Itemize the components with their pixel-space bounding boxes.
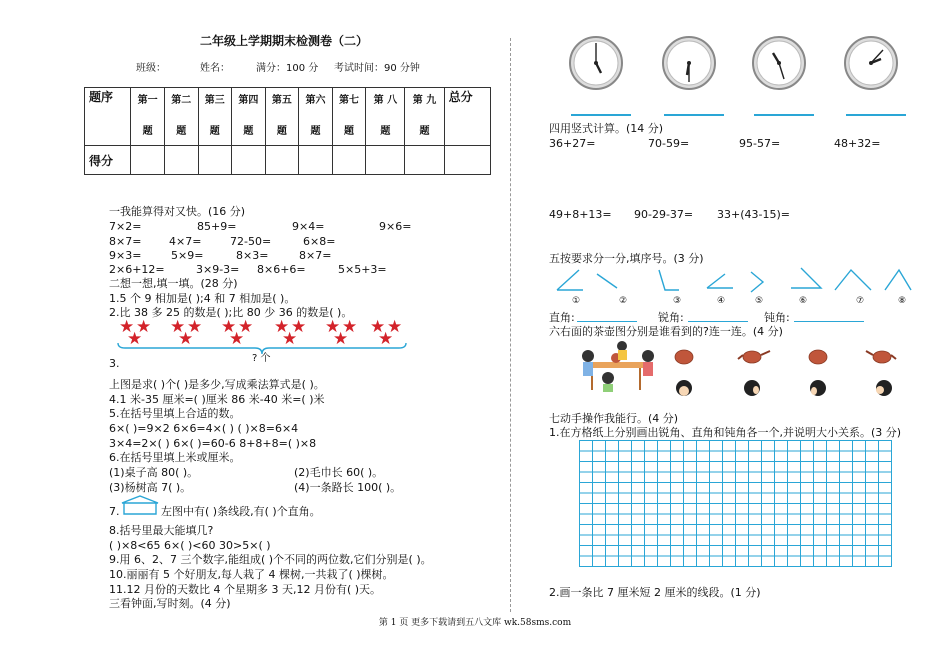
- clock-answer-line[interactable]: [664, 114, 724, 116]
- class-label: 班级：: [136, 63, 166, 74]
- col-bottom: 题: [276, 126, 287, 137]
- clock-icon: [843, 35, 899, 91]
- score-cell[interactable]: [332, 146, 366, 175]
- col-top: 第四: [238, 95, 259, 106]
- calc-item: 3×9-3=: [196, 263, 240, 276]
- question-5-line2: 3×4=2×( ) 6×( )=60-6 8+8+8=( )×8: [109, 437, 317, 450]
- score-cell[interactable]: [164, 146, 198, 175]
- star-icon: ★: [238, 317, 254, 337]
- calc-item: 9×6=: [379, 220, 412, 233]
- col-bottom: 题: [209, 126, 220, 137]
- angle-number: ⑧: [898, 296, 907, 306]
- star-icon: ★: [187, 317, 203, 337]
- question-8-line: ( )×8<65 6×( )<60 30>5×( ): [109, 539, 271, 552]
- col-top: 第七: [339, 95, 360, 106]
- question-8: 8.括号里最大能填几?: [109, 524, 214, 537]
- star-icon: ★: [387, 317, 403, 337]
- col-bottom: 题: [243, 126, 254, 137]
- score-cell[interactable]: [131, 146, 165, 175]
- page-footer: 第 1 页 更多下载请到五八文库 wk.58sms.com: [378, 618, 572, 628]
- angle-number: ①: [572, 296, 581, 306]
- star-icon: ★: [221, 317, 237, 337]
- obtuse-angle-label: 钝角:: [764, 311, 790, 324]
- right-angle-answer-line[interactable]: [577, 321, 637, 322]
- score-cell[interactable]: [265, 146, 299, 175]
- section3-title: 三看钟面,写时刻。(4 分): [109, 597, 231, 610]
- star-icon: ★: [342, 317, 358, 337]
- children-table-illustration: [578, 340, 658, 392]
- angle-number: ②: [619, 296, 628, 306]
- question-2: 2.比 38 多 25 的数是( );比 80 少 36 的数是( )。: [109, 306, 353, 319]
- score-cell[interactable]: [299, 146, 333, 175]
- clock-answer-line[interactable]: [846, 114, 906, 116]
- star-icon: ★: [378, 329, 394, 349]
- star-icon: ★: [119, 317, 135, 337]
- star-icon: ★: [127, 329, 143, 349]
- acute-angle-label: 锐角:: [658, 311, 684, 324]
- obtuse-angle-answer-line[interactable]: [794, 321, 864, 322]
- col-top: 第 九: [412, 95, 437, 106]
- score-cell[interactable]: [444, 146, 490, 175]
- col-bottom: 题: [142, 126, 153, 137]
- question-3-label: 3.: [109, 357, 120, 370]
- house-shape-icon: [120, 494, 160, 516]
- name-label: 姓名：: [200, 63, 230, 74]
- column-calc: 70-59=: [648, 137, 690, 150]
- clock-icon: [661, 35, 717, 91]
- angle-figures: [555, 266, 915, 296]
- drawing-grid[interactable]: [579, 440, 892, 567]
- calc-item: 6×8=: [303, 235, 336, 248]
- column-calc: 48+32=: [834, 137, 881, 150]
- angle-number: ⑤: [755, 296, 764, 306]
- col-top: 第三: [204, 95, 225, 106]
- col-top: 第五: [271, 95, 292, 106]
- question-6: 6.在括号里填上米或厘米。: [109, 451, 241, 464]
- calc-item: 5×5+3=: [338, 263, 387, 276]
- star-icon: ★: [136, 317, 152, 337]
- question-6b: (2)毛巾长 60( )。: [294, 466, 384, 479]
- question-5: 5.在括号里填上合适的数。: [109, 407, 241, 420]
- question-7-num: 7.: [109, 505, 120, 518]
- col-bottom: 题: [310, 126, 321, 137]
- calc-item: 8×6+6=: [257, 263, 306, 276]
- column-calc: 36+27=: [549, 137, 596, 150]
- page-divider: [510, 38, 511, 612]
- star-icon: ★: [333, 329, 349, 349]
- angle-number: ⑦: [856, 296, 865, 306]
- clock-icon: [751, 35, 807, 91]
- angle-number: ⑥: [799, 296, 808, 306]
- star-icon: ★: [170, 317, 186, 337]
- angle-number: ④: [717, 296, 726, 306]
- calc-item: 4×7=: [169, 235, 202, 248]
- calc-item: 2×6+12=: [109, 263, 165, 276]
- right-angle-label: 直角:: [549, 311, 575, 324]
- full-score: 满分：100 分: [256, 63, 319, 74]
- question-10: 10.丽丽有 5 个好朋友,每人栽了 4 棵树,一共栽了( )棵树。: [109, 568, 394, 581]
- column-calc: 95-57=: [739, 137, 781, 150]
- clock-answer-line[interactable]: [571, 114, 631, 116]
- question-7: 左图中有( )条线段,有( )个直角。: [161, 505, 321, 518]
- question-11: 11.12 月份的天数比 4 个星期多 3 天,12 月份有( )天。: [109, 583, 382, 596]
- section7-q2: 2.画一条比 7 厘米短 2 厘米的线段。(1 分): [549, 586, 761, 599]
- col-top: 第 八: [373, 95, 398, 106]
- col-top: 第二: [171, 95, 192, 106]
- calc-item: 85+9=: [197, 220, 237, 233]
- score-table-row1-head: 题序: [85, 88, 131, 146]
- question-5-line1: 6×( )=9×2 6×6=4×( ) ( )×8=6×4: [109, 422, 299, 435]
- section4-title: 四用竖式计算。(14 分): [549, 122, 664, 135]
- calc-item: 7×2=: [109, 220, 142, 233]
- score-table-row2-head: 得分: [85, 146, 131, 175]
- col-bottom: 题: [176, 126, 187, 137]
- section7-title: 七动手操作我能行。(4 分): [549, 412, 679, 425]
- section6-title: 六右面的茶壶图分别是谁看到的?连一连。(4 分): [549, 325, 783, 338]
- calc-item: 8×7=: [299, 249, 332, 262]
- page-title: 二年级上学期期末检测卷（二）: [200, 34, 369, 48]
- teapot-icons: [672, 346, 898, 366]
- clock-icon: [568, 35, 624, 91]
- column-calc: 33+(43-15)=: [717, 208, 790, 221]
- star-icon: ★: [178, 329, 194, 349]
- question-6a: (1)桌子高 80( )。: [109, 466, 199, 479]
- score-cell[interactable]: [198, 146, 232, 175]
- star-icon: ★: [370, 317, 386, 337]
- column-calc: 49+8+13=: [549, 208, 612, 221]
- question-4: 4.1 米-35 厘米=( )厘米 86 米-40 米=( )米: [109, 393, 325, 406]
- score-table-total: 总分: [444, 88, 490, 146]
- star-icon: ★: [274, 317, 290, 337]
- section7-q1: 1.在方格纸上分别画出锐角、直角和钝角各一个,并说明大小关系。(3 分): [549, 426, 902, 439]
- column-calc: 90-29-37=: [634, 208, 694, 221]
- star-icon: ★: [291, 317, 307, 337]
- score-cell[interactable]: [405, 146, 444, 175]
- calc-item: 8×3=: [236, 249, 269, 262]
- calc-item: 72-50=: [230, 235, 272, 248]
- score-table: [84, 87, 491, 175]
- question-9: 9.用 6、2、7 三个数字,能组成( )个不同的两位数,它们分别是( )。: [109, 553, 432, 566]
- child-face-icons: [672, 378, 898, 400]
- col-bottom: 题: [419, 126, 430, 137]
- col-bottom: 题: [344, 126, 355, 137]
- clock-answer-line[interactable]: [754, 114, 814, 116]
- question-6c: (3)杨树高 7( )。: [109, 481, 192, 494]
- question-1: 1.5 个 9 相加是( );4 和 7 相加是( )。: [109, 292, 296, 305]
- calc-item: 9×4=: [292, 220, 325, 233]
- star-icon: ★: [325, 317, 341, 337]
- star-icon: ★: [282, 329, 298, 349]
- score-cell[interactable]: [366, 146, 405, 175]
- calc-item: 9×3=: [109, 249, 142, 262]
- star-icon: ★: [229, 329, 245, 349]
- col-top: 第六: [305, 95, 326, 106]
- angle-number: ③: [673, 296, 682, 306]
- exam-time: 考试时间：90 分钟: [334, 63, 420, 74]
- section1-title: 一我能算得对又快。(16 分): [109, 205, 246, 218]
- question-6d: (4)一条路长 100( )。: [294, 481, 402, 494]
- section2-title: 二想一想,填一填。(28 分): [109, 277, 238, 290]
- calc-item: 8×7=: [109, 235, 142, 248]
- acute-angle-answer-line[interactable]: [688, 321, 748, 322]
- brace-label: ? 个: [252, 353, 271, 364]
- score-cell[interactable]: [232, 146, 266, 175]
- question-3-text: 上图是求( )个( )是多少,写成乘法算式是( )。: [109, 378, 325, 391]
- calc-item: 5×9=: [171, 249, 204, 262]
- section5-title: 五按要求分一分,填序号。(3 分): [549, 252, 704, 265]
- col-bottom: 题: [380, 126, 391, 137]
- col-top: 第一: [137, 95, 158, 106]
